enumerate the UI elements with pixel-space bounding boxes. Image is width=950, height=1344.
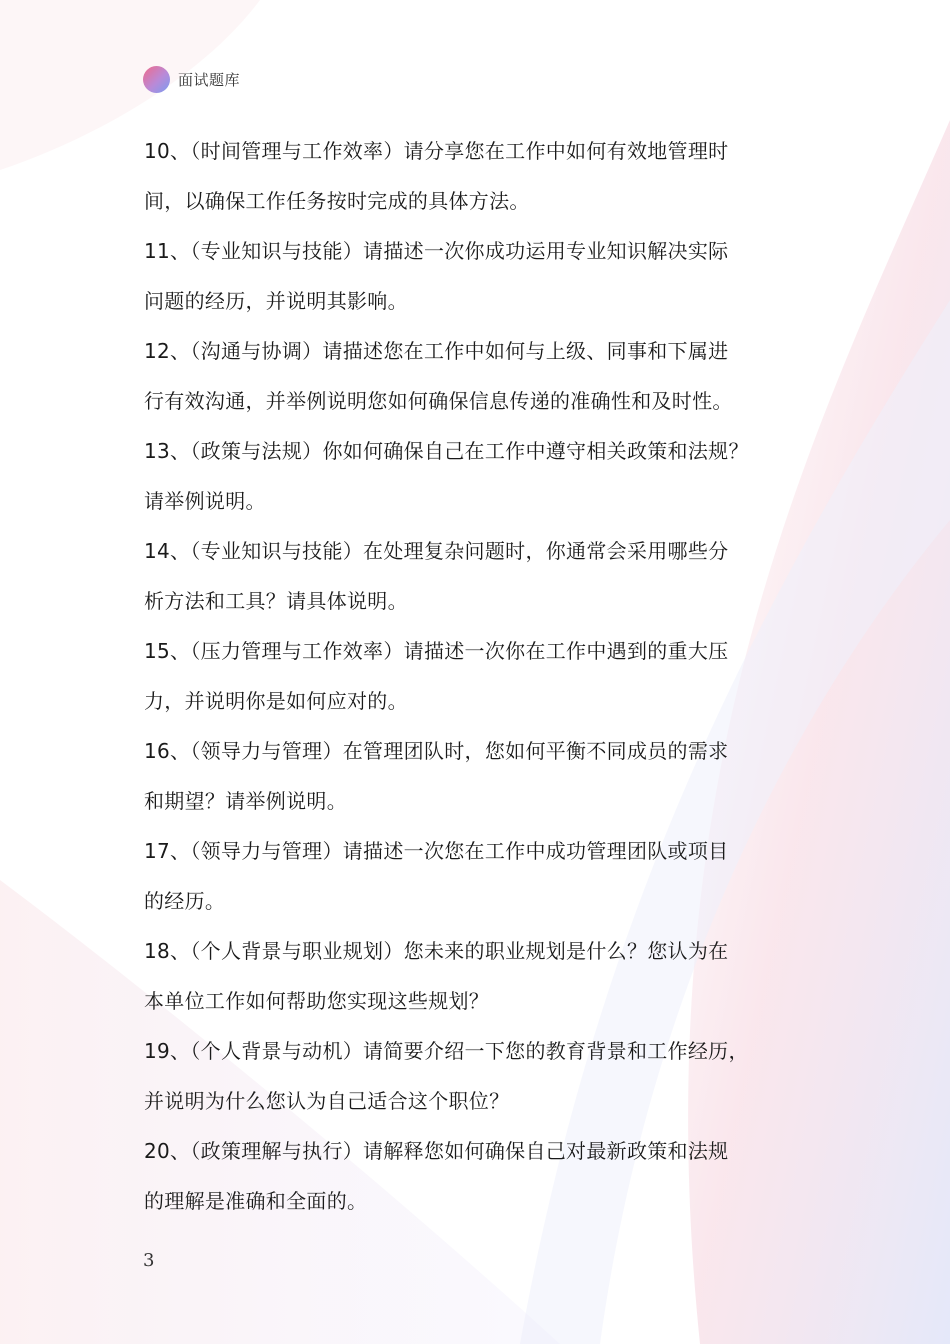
question-line: 的经历。	[144, 889, 226, 913]
question-line: 13、（政策与法规）你如何确保自己在工作中遵守相关政策和法规？	[144, 439, 749, 463]
question-line: 问题的经历，并说明其影响。	[144, 289, 408, 313]
question-item	[144, 1126, 834, 1226]
page-number: 3	[143, 1250, 155, 1271]
question-line: 和期望？请举例说明。	[144, 789, 347, 813]
question-item	[144, 926, 834, 1026]
document-header	[143, 66, 240, 93]
question-line: 12、（沟通与协调）请描述您在工作中如何与上级、同事和下属进	[144, 339, 729, 363]
question-item	[144, 1026, 834, 1126]
question-line: 19、（个人背景与动机）请简要介绍一下您的教育背景和工作经历，	[144, 1039, 749, 1063]
question-item	[144, 526, 834, 626]
question-line: 16、（领导力与管理）在管理团队时，您如何平衡不同成员的需求	[144, 739, 729, 763]
question-line: 20、（政策理解与执行）请解释您如何确保自己对最新政策和法规	[144, 1139, 729, 1163]
question-item	[144, 126, 834, 226]
question-list	[144, 126, 834, 1226]
question-line: 11、（专业知识与技能）请描述一次你成功运用专业知识解决实际	[144, 239, 729, 263]
question-item	[144, 426, 834, 526]
question-line: 本单位工作如何帮助您实现这些规划？	[144, 989, 490, 1013]
question-line: 15、（压力管理与工作效率）请描述一次你在工作中遇到的重大压	[144, 639, 729, 663]
question-line: 析方法和工具？请具体说明。	[144, 589, 408, 613]
logo-circle-icon	[143, 66, 170, 93]
question-line: 10、（时间管理与工作效率）请分享您在工作中如何有效地管理时	[144, 139, 729, 163]
question-item	[144, 626, 834, 726]
question-line: 18、（个人背景与职业规划）您未来的职业规划是什么？您认为在	[144, 939, 729, 963]
question-line: 间，以确保工作任务按时完成的具体方法。	[144, 189, 530, 213]
question-line: 力，并说明你是如何应对的。	[144, 689, 408, 713]
question-item	[144, 226, 834, 326]
question-item	[144, 326, 834, 426]
question-line: 行有效沟通，并举例说明您如何确保信息传递的准确性和及时性。	[144, 389, 733, 413]
question-item	[144, 826, 834, 926]
question-line: 请举例说明。	[144, 489, 266, 513]
question-line: 17、（领导力与管理）请描述一次您在工作中成功管理团队或项目	[144, 839, 729, 863]
question-line: 的理解是准确和全面的。	[144, 1189, 368, 1213]
question-item	[144, 726, 834, 826]
question-line: 并说明为什么您认为自己适合这个职位？	[144, 1089, 510, 1113]
header-title: 面试题库	[178, 71, 241, 89]
question-line: 14、（专业知识与技能）在处理复杂问题时，你通常会采用哪些分	[144, 539, 729, 563]
